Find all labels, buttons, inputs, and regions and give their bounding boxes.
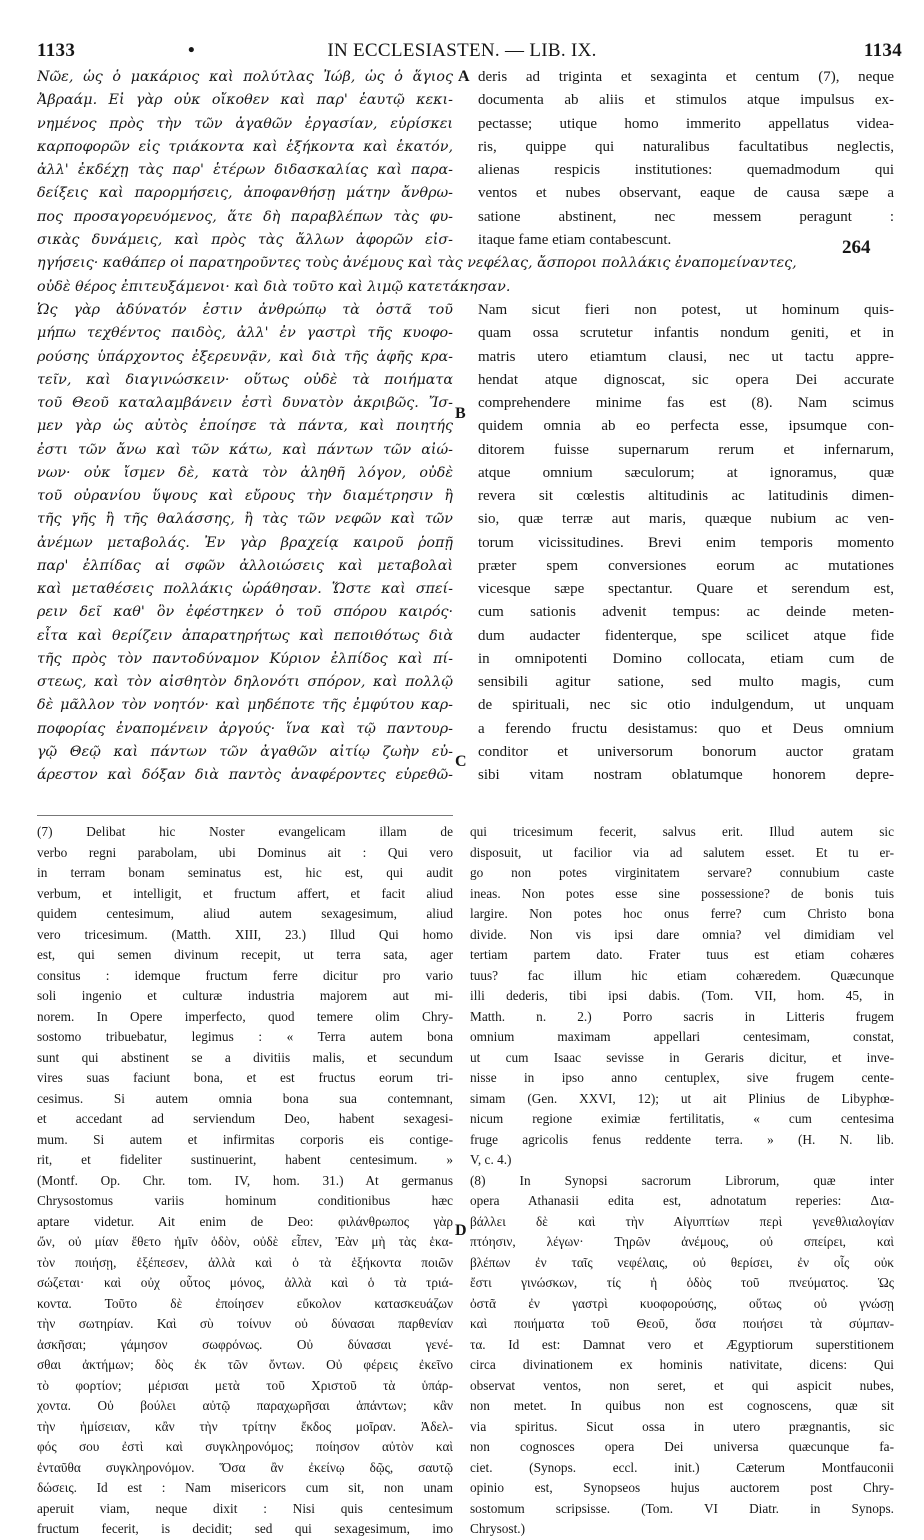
- text-line: divide. Non vis ipsi dare omnia? vel dimidiam vel: [470, 926, 894, 942]
- text-line: ἀσκῆσαι; γάμησον σωφρόνως. Οὐ δύνασαι γενέ-: [37, 1336, 453, 1352]
- text-line: τοῦ Θεοῦ καταλαμβάνειν ἐστὶ δυνατὸν ἀκριβῶς. Ἴσ-: [37, 395, 453, 411]
- text-line: satione abstinent, nec messem peragunt :: [478, 208, 894, 225]
- text-line: sostomo tribuebatur, legimus : « Terra autem bona: [37, 1029, 453, 1044]
- text-line: ut cum Isaac sevisse in Geraris dicitur, et inve-: [470, 1049, 894, 1065]
- margin-number: 264: [842, 237, 871, 258]
- text-line: quam ossa scrutetur infantis nondum geniti, et in: [478, 325, 894, 342]
- text-line: τῆς πρὸς τὸν παντοδύναμον Κύριον ἐλπίδος καὶ πί-: [37, 650, 453, 667]
- text-line: Ὡς γὰρ ἀδύνατόν ἐστιν ἀνθρώπῳ τὰ ὀστᾶ τοῦ: [37, 302, 453, 318]
- text-line: πος προσαγορευόμενος, ἅτε δὴ παραβλέπων τὰς φυ-: [37, 208, 453, 225]
- text-line: torum vicissitudines. Brevi enim temporis momento: [478, 534, 894, 551]
- running-title: IN ECCLESIASTEN. — LIB. IX.: [327, 40, 597, 61]
- text-line: δείξεις καὶ παρορμήσεις, ἀποφανθήσῃ μάτην ἄνθρω-: [37, 185, 453, 202]
- running-header: [0, 36, 924, 66]
- text-line: in omnipotenti Domino collocata, etiam cum de: [478, 650, 894, 667]
- text-line: ἔστι γινώσκων, τίς ἡ ὁδὸς τοῦ πνεύματος. Ὡς: [470, 1275, 894, 1290]
- footnote-column-right: [470, 822, 894, 1540]
- text-line: alienas respicis institutiones: quemadmodum qui: [478, 162, 894, 178]
- text-line: documenta ab aliis et stimulos atque impulsus ex-: [478, 92, 894, 109]
- text-line: τὴν ἡμίσειαν, κἂν τὴν τρίτην ἔκδος μοῖραν. Ἀδελ-: [37, 1418, 453, 1434]
- text-line: στεως, καὶ τὸν αἰσθητὸν δηλονότι σπόρον, καὶ πολλῷ: [37, 674, 453, 690]
- text-line: cesimus. Si autem omnia bona sua contemnant,: [37, 1090, 453, 1106]
- text-line: aptare videtur. Ait enim de Deo: φιλάνθρωπος γὰρ: [37, 1213, 453, 1229]
- text-line: ἀνέμων μεταβολάς. Ἐν γὰρ βραχείᾳ καιροῦ ῥοπῇ: [37, 534, 453, 551]
- text-line: norem. In Opere imperfecto, quod temere olim Chry-: [37, 1008, 453, 1024]
- text-line: largire. Non potes hoc onus ferre? cum Christo bona: [470, 906, 894, 921]
- text-line: πτόησιν, λέγων· Τηρῶν ἀνέμους, οὐ σπείρει, καὶ: [470, 1234, 894, 1249]
- text-line: ἀλλ' ἐκδέχῃ τὰς παρ' ἑτέρων διδασκαλίας καὶ παρα-: [37, 162, 453, 178]
- text-line: sensibili agitur satione, sed multo magis, cum: [478, 674, 894, 690]
- text-line: χοντα. Οὐ βούλει αὐτῷ παραχωρῆσαι ἁπάντων; κἂν: [37, 1398, 453, 1413]
- text-line: non metet. In quibus non est cognoscens, quæ sit: [470, 1398, 894, 1413]
- greek-spanning-lines: [37, 252, 894, 299]
- text-line: conditor et universorum bonorum auctor gratam: [478, 743, 894, 760]
- text-line: Matth. n. 2.) Porro sacris in Litteris frugem: [470, 1008, 894, 1024]
- text-line: μεν γὰρ ὡς αὐτὸς ἐποίησε τὰ πάντα, καὶ ποιητής: [37, 418, 453, 435]
- text-line: verbum, et intelligit, et fructum affert, et facit aliud: [37, 885, 453, 901]
- text-line: tertiam partem dato. Frater tuus est etiam cohæres: [470, 947, 894, 962]
- text-line: cum sationis advenit tempus: ac deinde meten-: [478, 604, 894, 621]
- text-line: sibi vitam nostram oblatumque honorem depre-: [478, 767, 894, 783]
- text-line: καὶ ποιήματα τοῦ Θεοῦ, ὅσα ποιήσει τὰ σύμπαν-: [470, 1316, 894, 1331]
- text-line: βάλλει δὲ καὶ τὴν Αἰγυπτίων περὶ γενεθλιαλογίαν: [470, 1213, 894, 1229]
- text-line: τὸ φορτίον; μέρισαι μετὰ τοῦ Χριστοῦ τὰ ὑπάρ-: [37, 1377, 453, 1393]
- text-line: pectasse; utique homo immerito appellatus videa-: [478, 115, 894, 132]
- text-line: opera Athanasii edita est, adnotatum reperies: Δια-: [470, 1193, 894, 1208]
- text-line: fruge agricolis fenus reddente terra. » (H. N. lib.: [470, 1131, 894, 1147]
- text-line: simam (Gen. XXVI, 12); ut ait Plinius de Libyphœ-: [470, 1090, 894, 1106]
- text-line: Chrysost.): [470, 1521, 526, 1536]
- text-line: ineas. Non potes esse sine possessione? de bonis tuis: [470, 885, 894, 901]
- text-line: δὲ μᾶλλον τὸν νοητόν· καὶ μηδέποτε τῆς ἐμφύτου καρ-: [37, 697, 453, 714]
- text-line: mum. Si autem et infirmitas corporis eis contige-: [37, 1131, 453, 1147]
- text-line: illi dederis, tibi ipsi dabis. (Tom. VII, hom. 45, in: [470, 988, 894, 1003]
- greek-column-main: [37, 299, 453, 787]
- text-line: nicum regione eximiæ fertilitatis, « cum centesima: [470, 1111, 894, 1126]
- text-line: ventos et nubes observant, eaque de causa sæpe a: [478, 185, 894, 202]
- text-line: βλέπων ἐν ταῖς νεφέλαις, οὐ θερίσει, ἐν οἷς οὐκ: [470, 1254, 894, 1270]
- text-line: άρεστον καὶ δόξαν διὰ παντὸς ἀναφέροντες εὑρεθῶ-: [37, 767, 453, 783]
- text-line: καὶ μεταθέσεις πολλάκις ὡράθησαν. Ὥστε καὶ σπεί-: [37, 581, 453, 597]
- text-line: ρούσης ὑπάρχοντος ἐξερευνᾷν, καὶ διὰ τῆς ἁφῆς κρα-: [37, 348, 453, 365]
- text-line: sunt qui abstinent se a divitiis malis, et secundum: [37, 1049, 453, 1065]
- text-line: revera sit cœlestis altitudinis ac latitudinis dimen-: [478, 488, 894, 504]
- text-line: vicesque sæpe spectantur. Quare et serendum est,: [478, 581, 894, 597]
- text-line: observat ventos, non seret, et qui aspicit nubes,: [470, 1377, 894, 1393]
- text-line: in terram bonam seminatus est, hic est, qui audit: [37, 865, 453, 880]
- text-line: præter spem conversiones eorum ac mutationes: [478, 557, 894, 574]
- text-line: consitus : idemque fructum ferre dicitur pro vario: [37, 967, 453, 983]
- text-line: σικὰς δυνάμεις, καὶ πρὸς τὰς ἄλλων ἀφορῶν εἰσ-: [37, 231, 453, 248]
- text-line: ἐστι τῶν ἄνω καὶ τῶν κάτω, καὶ πάντων τῶν αἰώ-: [37, 441, 453, 458]
- text-line: et accedant ad serviendum Deo, habent sexagesi-: [37, 1111, 453, 1126]
- text-line: tuus? fac illum hic etiam cohæredem. Quæcunque: [470, 967, 894, 983]
- text-line: ὤν, οὐ μίαν ἔθετο ἡμῖν ὁδὸν, οὐδὲ εἶπεν, Ἐὰν μὴ τὰς ἑκα-: [37, 1234, 453, 1249]
- text-line: nisse in ipso anno centuplex, sive frugem cente-: [470, 1070, 894, 1085]
- text-line: via spiritus. Sicut ossa in utero prægnantis, sic: [470, 1418, 894, 1434]
- text-line: τοῦ οὐρανίου ὕψους καὶ εὔρους τὴν διαμέτρησιν ἢ: [37, 488, 453, 504]
- text-line: τα. Id est: Damnat vero et Ægyptiorum superstitionem: [470, 1336, 894, 1352]
- text-line: matris utero etiamtum clausi, nec ut tactu appre-: [478, 348, 894, 365]
- text-line: atque omnium sæculorum; at ignoramus, quæ: [478, 464, 894, 481]
- text-line: itaque fame etiam contabescunt.: [478, 231, 672, 248]
- greek-span-line: οὐδὲ θέρος ἐπιτευξάμενοι· καὶ διὰ τοῦτο καὶ λιμῷ κατετάκησαν.: [37, 278, 511, 295]
- text-line: τὴν σωτηρίαν. Καὶ σὺ τοίνυν οὐ δύνασαι παρθενίαν: [37, 1316, 453, 1331]
- text-line: sostomum scripsisse. (Tom. VI Diatr. in Synops.: [470, 1500, 894, 1516]
- text-line: ρειν δεῖ καθ' ὃν ἐφέστηκεν ὁ τοῦ σπόρου καιρός·: [37, 604, 453, 621]
- text-line: circa divinationem ex hominis nativitate, dicens: Qui: [470, 1357, 894, 1372]
- text-line: go non potes virginitatem servare? connubium caste: [470, 865, 894, 880]
- text-line: καρποφορῶν εἰς τριάκοντα καὶ ἑξήκοντα καὶ ἑκατόν,: [37, 138, 453, 155]
- text-line: deris ad triginta et sexaginta et centum (7), neque: [478, 69, 894, 85]
- text-line: σώζεται· καὶ οὐχ οὗτος μόνος, ἀλλὰ καὶ ὁ τὰ τριά-: [37, 1275, 453, 1290]
- text-line: Chrysostomus variis hominum conditionibus hæc: [37, 1193, 453, 1208]
- header-separator: •: [188, 40, 195, 61]
- text-line: comprehendere minime fas est (8). Nam scimus: [478, 395, 894, 411]
- text-line: quidem centesimum, aliud autem sexagesimum, aliud: [37, 906, 453, 921]
- section-marker-b: B: [455, 405, 466, 422]
- text-line: vero tricesimum. (Matth. XIII, 23.) Illud Qui homo: [37, 926, 453, 942]
- greek-column-top: [37, 66, 453, 252]
- text-line: φός σου ἐστὶ καὶ συγκληρονόμος; ποίησον αὐτὸν καὶ: [37, 1439, 453, 1454]
- text-line: (8) In Synopsi sacrorum Librorum, quæ inter: [470, 1172, 894, 1188]
- text-line: Nam sicut fieri non potest, ut hominum quis-: [478, 302, 894, 318]
- text-line: παρ' ἐλπίδας αἱ σφῶν ἀλλοιώσεις καὶ μεταβολαὶ: [37, 557, 453, 574]
- text-line: νων· οὐκ ἴσμεν δὲ, κατὰ τὸν ἀληθῆ λόγον, οὐδὲ: [37, 464, 453, 481]
- text-line: quidem omnia ab eo perfecta esse, ipsumque con-: [478, 418, 894, 435]
- text-line: (Montf. Op. Chr. tom. IV, hom. 31.) At germanus: [37, 1172, 453, 1188]
- text-line: κοντα. Τοῦτο δὲ ἐποίησεν εὔκολον κατασκευάζων: [37, 1295, 453, 1311]
- text-line: non cognosces opera Dei universa quæcunque fa-: [470, 1439, 894, 1454]
- text-line: (7) Delibat hic Noster evangelicam illam de: [37, 824, 453, 839]
- text-line: hendat atque dignoscat, sic opera Dei accurate: [478, 371, 894, 388]
- page-number-right: 1134: [863, 40, 902, 61]
- section-marker-c: C: [455, 753, 467, 770]
- text-line: sio, quæ terræ aut maris, quæque nubium ac ven-: [478, 511, 894, 528]
- text-line: ποφορίας ἐναπομένειν ἀργούς· ἵνα καὶ τῷ παντουρ-: [37, 720, 453, 737]
- text-line: omnium maximam appellari centesimam, constat,: [470, 1029, 894, 1044]
- text-line: de spirituali, nec sic otio indulgendum, ut unquam: [478, 697, 894, 714]
- text-line: disposuit, ut facilior via ad salutem esset. Et tu er-: [470, 844, 894, 860]
- text-line: Νῶε, ὡς ὁ μακάριος καὶ πολύτλας Ἰώβ, ὡς ὁ ἅγιος: [37, 69, 453, 85]
- text-line: ciet. (Synops. eccl. init.) Cæterum Montfauconii: [470, 1459, 894, 1475]
- text-line: ris, quippe qui naturalibus facultatibus neglectis,: [478, 138, 894, 155]
- latin-column-main: [478, 299, 894, 787]
- text-line: qui tricesimum fecerit, salvus erit. Illud autem sic: [470, 824, 894, 839]
- section-marker-a: A: [458, 68, 470, 85]
- text-line: δώσεις. Id est : Nam misericors cum sit, non unam: [37, 1480, 453, 1495]
- latin-column-top: [478, 66, 894, 252]
- text-line: μήπω τεχθέντος παιδὸς, ἀλλ' ἐν γαστρὶ τῆς κυοφο-: [37, 325, 453, 342]
- text-line: εἶτα καὶ θερίζειν ἀπαρατηρήτως καὶ πεποιθότως διὰ: [37, 627, 453, 644]
- text-line: fructum fecerit, is decidit; sed qui sexagesimum, imo: [37, 1521, 453, 1536]
- text-line: τεῖν, καὶ διαγινώσκειν· οὕτως οὐδὲ τὰ ποιήματα: [37, 371, 453, 388]
- notes-divider: [37, 815, 453, 816]
- text-line: Ἀβραάμ. Εἰ γὰρ οὐκ οἴκοθεν καὶ παρ' ἑαυτῷ κεκι-: [37, 92, 453, 109]
- text-line: vires suas faciunt bona, et est fructus eorum tri-: [37, 1070, 453, 1085]
- text-line: νημένος πρὸς τὴν τῶν ἀγαθῶν ἐργασίαν, εὑρίσκει: [37, 115, 453, 132]
- text-line: soli ingenio et culturæ industria majorem aut mi-: [37, 988, 453, 1003]
- footnote-column-left: [37, 822, 453, 1540]
- text-line: verbo regni parabolam, ubi Dominus ait : Qui vero: [37, 844, 453, 860]
- text-line: V, c. 4.): [470, 1152, 512, 1167]
- text-line: γῷ Θεῷ καὶ πάντων τῶν ἀγαθῶν αἰτίῳ ζωὴν εὐ-: [37, 743, 453, 760]
- text-line: est, qui semen divinum recepit, ut terra sata, ager: [37, 947, 453, 962]
- text-line: ditorem fuisse supernarum rerum et infernarum,: [478, 441, 894, 458]
- text-line: ἐνταῦθα συγκληρονόμον. Ὅσα ἂν ἐκείνῳ δῷς, σαυτῷ: [37, 1459, 453, 1475]
- text-line: σθαι ἀκτήμων; δὸς ἐκ τῶν ὄντων. Οὐ φέρεις ἐκεῖνο: [37, 1357, 453, 1372]
- greek-span-line: ηγήσεις· καθάπερ οἱ παρατηροῦντες τοὺς ἀνέμους καὶ τὰς νεφέλας, ἄσποροι πολλάκις ἐναπομείναντες,: [37, 255, 797, 271]
- text-line: τῆς γῆς ἢ τῆς θαλάσσης, ἢ τὰς τῶν νεφῶν καὶ τῶν: [37, 511, 453, 528]
- text-line: τὸν ποιήσῃ, ἐξέπεσεν, ἀλλὰ καὶ ὁ τὰ ἑξήκοντα ποιῶν: [37, 1254, 453, 1270]
- text-line: ὀστᾶ ἐν γαστρὶ κυοφορούσης, οὕτως οὐ γνώσῃ: [470, 1295, 894, 1311]
- text-line: aperuit viam, neque dixit : Nisi quis centesimum: [37, 1500, 453, 1516]
- section-marker-d: D: [455, 1222, 467, 1239]
- text-line: rit, et fideliter sustinuerint, habent centesimum. »: [37, 1152, 453, 1167]
- text-line: a ferendo fructu desistamus: quo et Deus omnium: [478, 720, 894, 737]
- text-line: opinio est, Synopseos hujus auctorem post Chry-: [470, 1480, 894, 1495]
- text-line: dum audacter fidenterque, spe scilicet atque fide: [478, 627, 894, 644]
- page-number-left: 1133: [37, 40, 76, 61]
